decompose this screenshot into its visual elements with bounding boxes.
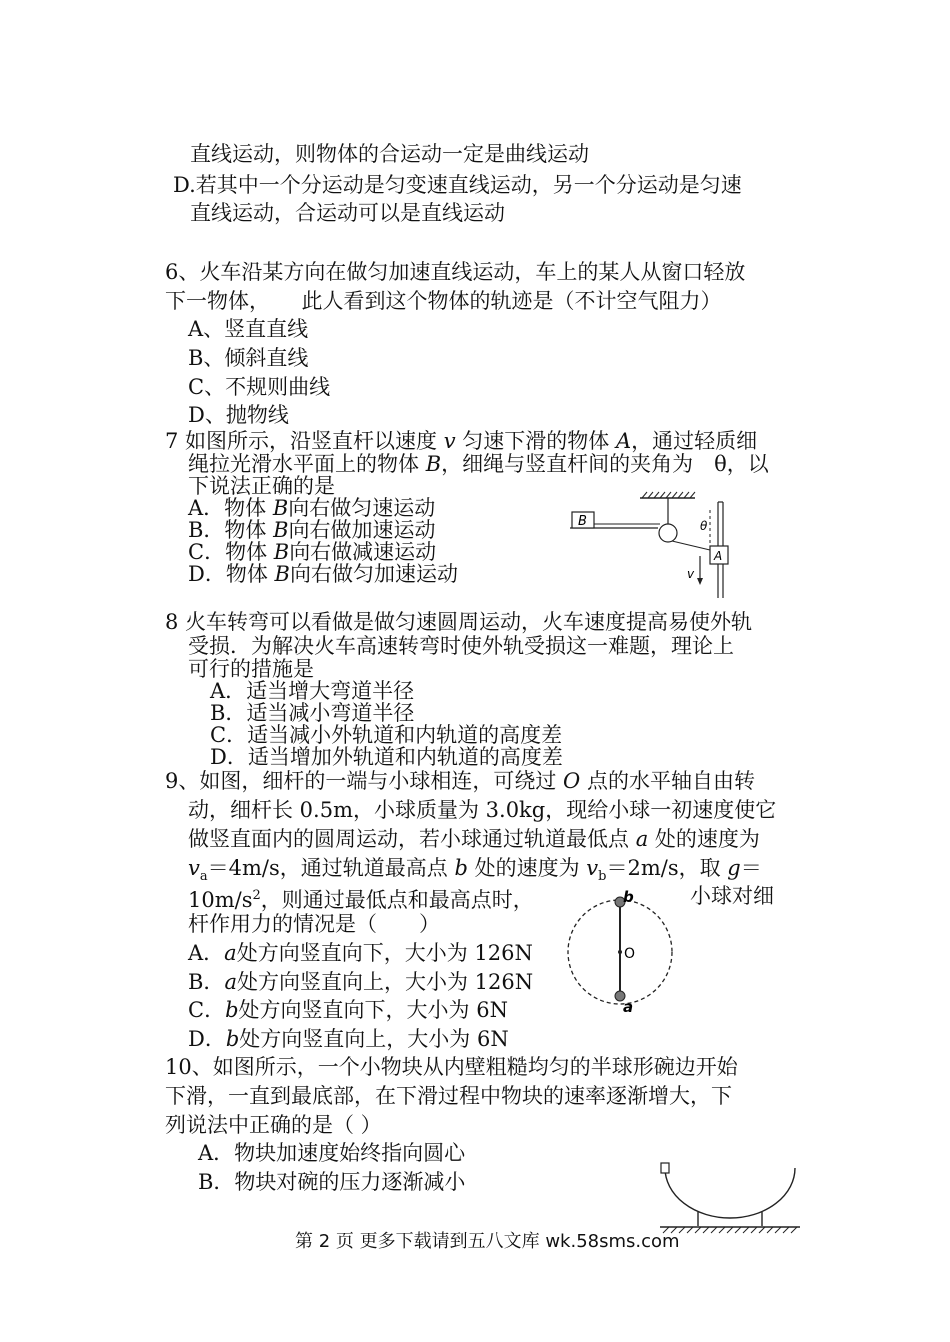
q7-stem-line2: 绳拉光滑水平面上的物体 B，细绳与竖直杆间的夹角为 θ，以	[188, 452, 769, 476]
q7-option-b: B．物体 B向右做加速运动	[188, 518, 436, 542]
q6-stem-line2: 下一物体， 此人看到这个物体的轨迹是（不计空气阻力）	[165, 289, 722, 313]
bowl	[665, 1168, 795, 1218]
q5-option-d-line1: D.若其中一个分运动是匀变速直线运动，另一个分运动是匀速	[173, 173, 742, 197]
pivot-point	[618, 950, 622, 954]
small-block	[661, 1163, 669, 1173]
q9-stem-line3: 做竖直面内的圆周运动，若小球通过轨道最低点 a 处的速度为	[188, 827, 760, 851]
velocity-label: v	[687, 567, 695, 581]
q6-stem-line1: 6、火车沿某方向在做匀加速直线运动，车上的某人从窗口轻放	[165, 260, 746, 284]
q9-option-d: D．b处方向竖直向上，大小为 6N	[188, 1027, 509, 1051]
pulley-wheel	[659, 524, 677, 542]
q9-option-a: A．a处方向竖直向下，大小为 126N	[188, 941, 533, 965]
q9-circle-figure	[560, 890, 680, 1015]
block-a-label: A	[714, 549, 723, 563]
q7-option-c: C．物体 B向右做减速运动	[188, 540, 437, 564]
q10-stem-line3: 列说法中正确的是（ ）	[165, 1113, 382, 1137]
block-b-label: B	[578, 514, 587, 529]
q10-option-a: A．物块加速度始终指向圆心	[198, 1141, 466, 1165]
q10-stem-line1: 10、如图所示，一个小物块从内壁粗糙均匀的半球形碗边开始	[165, 1055, 738, 1079]
q9-option-c: C．b处方向竖直向下，大小为 6N	[188, 998, 508, 1022]
q6-option-a: A、竖直直线	[188, 317, 309, 341]
q8-stem-line1: 8 火车转弯可以看做是做匀速圆周运动，火车速度提高易使外轨	[165, 610, 753, 634]
q8-option-a: A．适当增大弯道半径	[210, 679, 415, 703]
theta-label: θ	[700, 519, 708, 533]
q5-line-c2: 直线运动，则物体的合运动一定是曲线运动	[190, 142, 589, 166]
q7-pulley-figure	[560, 490, 750, 600]
q7-option-d: D．物体 B向右做匀加速运动	[188, 562, 458, 586]
q9-stem-line5: $10m/s^2$，则通过最低点和最高点时，	[188, 888, 534, 912]
q8-option-b: B．适当减小弯道半径	[210, 701, 415, 725]
page-footer: 第 2 页 更多下载请到五八文库 wk.58sms.com	[295, 1231, 680, 1252]
q7-stem-line1: 7 如图所示，沿竖直杆以速度 v 匀速下滑的物体 A，通过轻质细	[165, 429, 758, 453]
q8-stem-line3: 可行的措施是	[188, 657, 314, 681]
q8-option-c: C．适当减小外轨道和内轨道的高度差	[210, 723, 563, 747]
q9-stem-line5-right: 小球对细	[690, 884, 774, 908]
label-b: b	[623, 888, 634, 906]
q7-stem-line3: 下说法正确的是	[188, 474, 335, 498]
q6-option-c: C、不规则曲线	[188, 375, 331, 399]
q10-option-b: B．物块对碗的压力逐渐减小	[198, 1170, 466, 1194]
q8-stem-line2: 受损．为解决火车高速转弯时使外轨受损这一难题，理论上	[188, 634, 734, 658]
q8-option-d: D．适当增加外轨道和内轨道的高度差	[210, 745, 563, 769]
q5-option-d-line2: 直线运动，合运动可以是直线运动	[190, 201, 505, 225]
q6-option-d: D、抛物线	[188, 403, 289, 427]
q9-option-b: B．a处方向竖直向上，大小为 126N	[188, 970, 534, 994]
q9-stem-line4: $v_a=4m/s$，通过轨道最高点 b 处的速度为 $v_b=2m/s$，取 g＝	[188, 856, 762, 885]
q9-stem-line6: 杆作用力的情况是（ ）	[188, 912, 440, 936]
label-o: O	[624, 946, 636, 962]
label-a: a	[623, 998, 634, 1016]
q10-stem-line2: 下滑，一直到最底部，在下滑过程中物块的速率逐渐增大，下	[165, 1084, 732, 1108]
q7-option-a: A．物体 B向右做匀速运动	[188, 496, 436, 520]
q9-stem-line2: 动，细杆长 0.5m，小球质量为 3.0kg，现给小球一初速度使它	[188, 798, 777, 822]
q6-option-b: B、倾斜直线	[188, 346, 309, 370]
q9-stem-line1: 9、如图，细杆的一端与小球相连，可绕过 O 点的水平轴自由转	[165, 769, 755, 793]
